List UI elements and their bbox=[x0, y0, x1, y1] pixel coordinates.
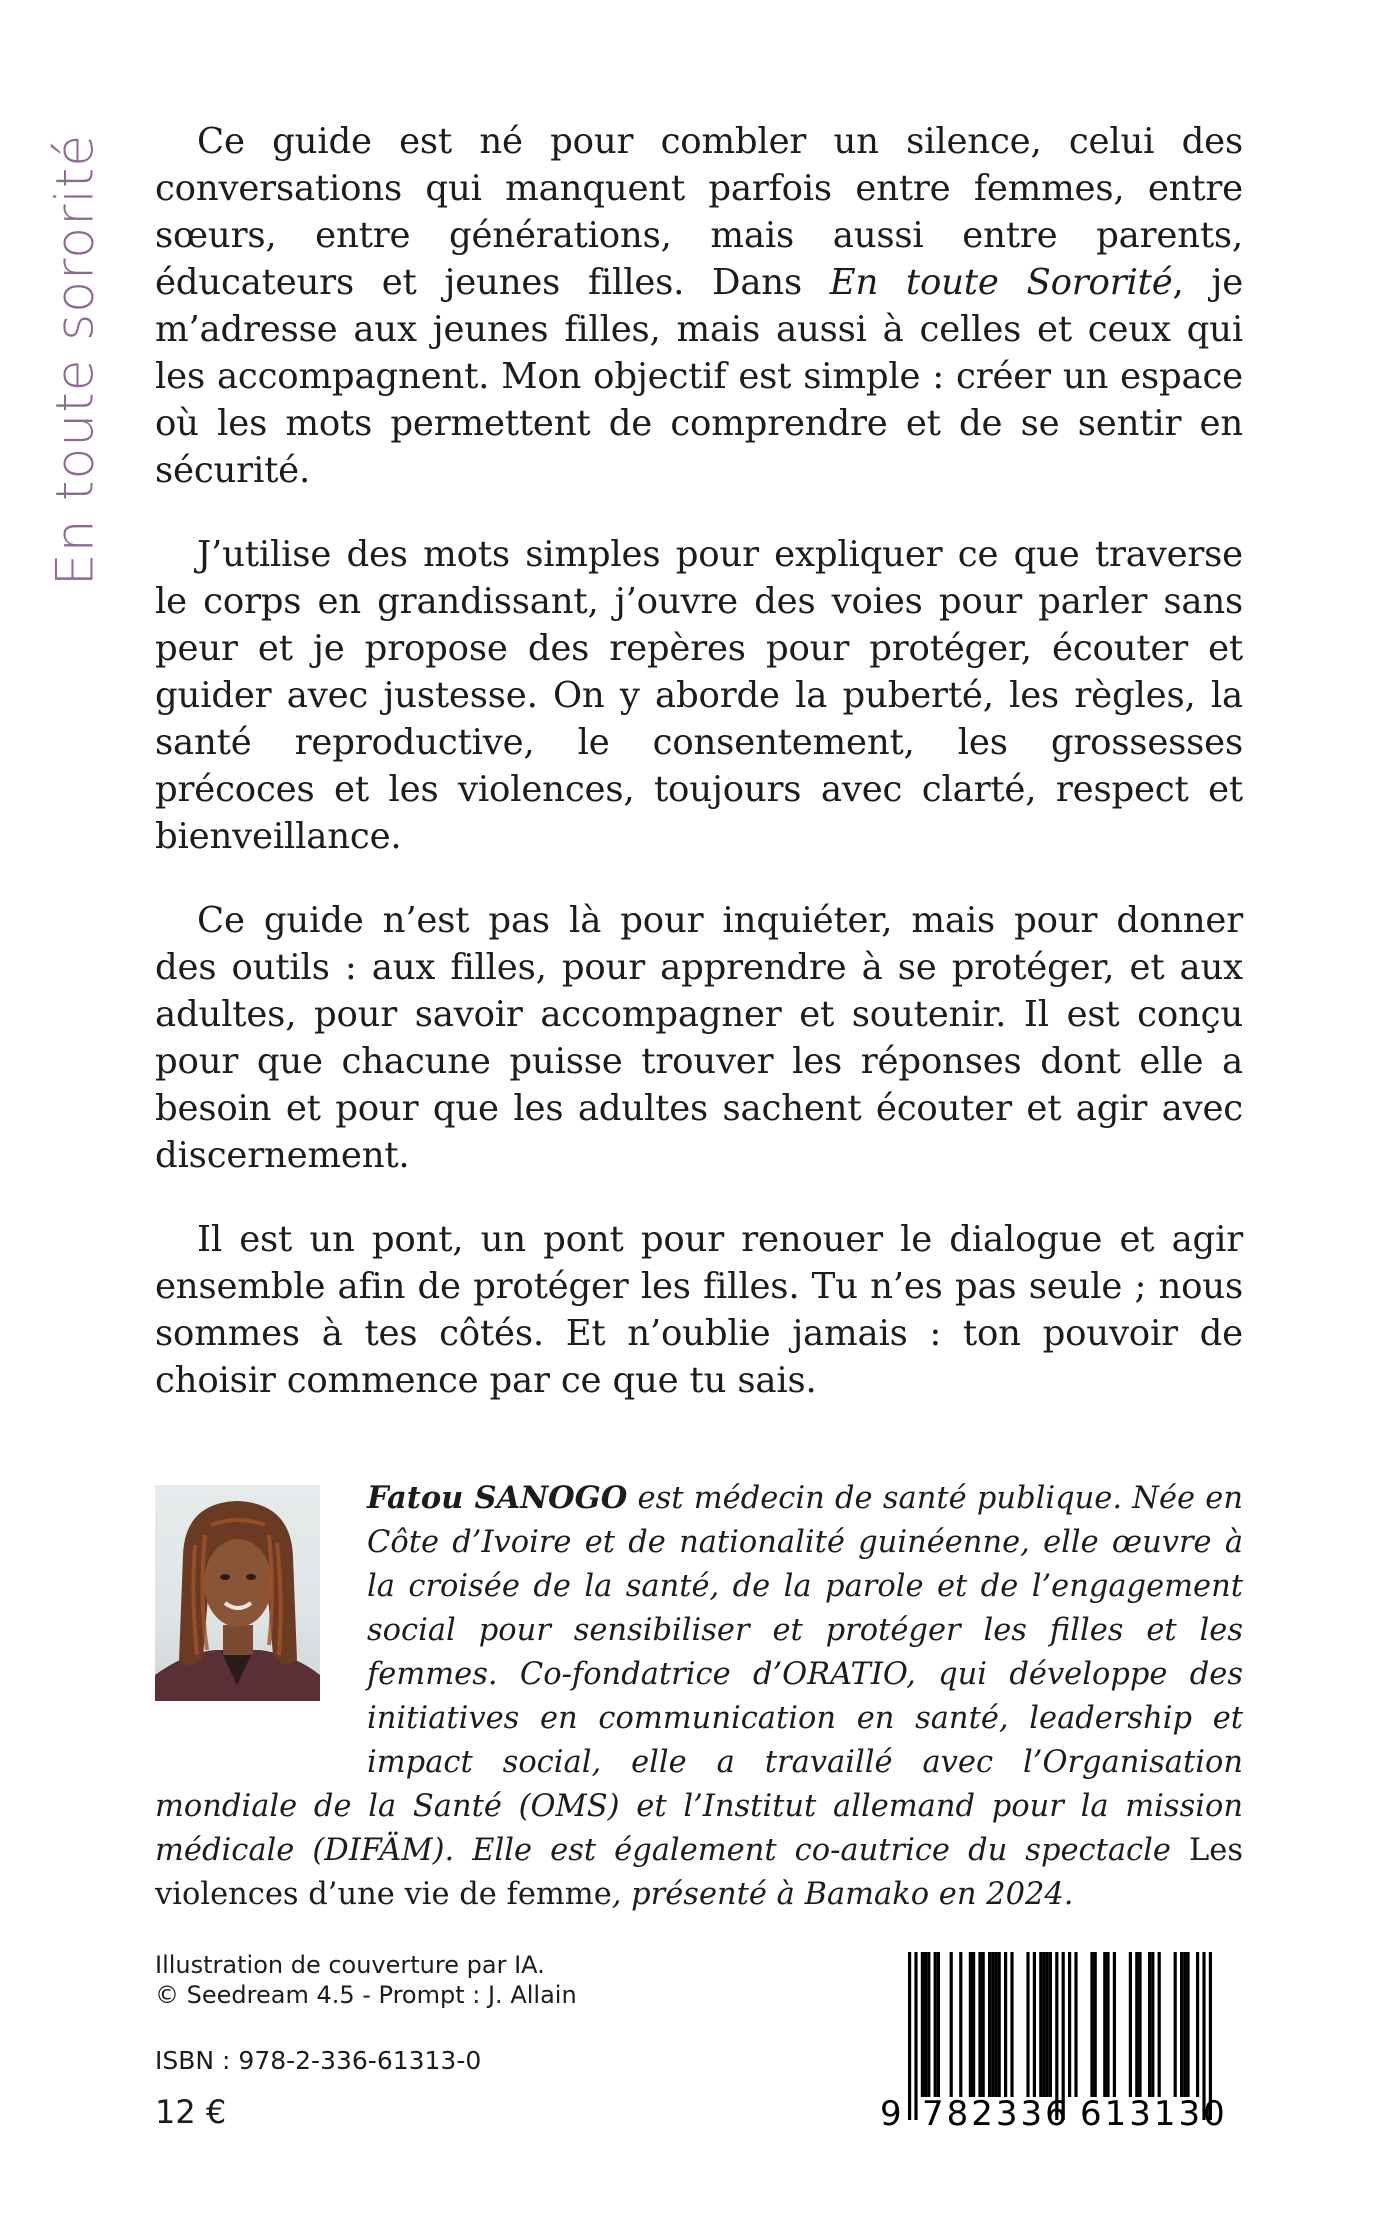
barcode-bar bbox=[1090, 1952, 1093, 2097]
barcode-bar bbox=[1033, 1952, 1036, 2097]
author-bio: Fatou SANOGO est médecin de santé publique. Née en Côte d’Ivoire et de nationalité guinéenne, elle œuvre à la croisée de la santé, de la parole et de l’engagement social pour sensibiliser et protéger les filles et les femmes. Co-fondatrice d’ORATIO, qui développe des initiatives en communication en santé, leadership et impact social, elle a travaillé avec l’Organisation mondiale de la Santé (OMS) et l’Institut allemand pour la mission médicale (DIFÄM). Elle est également co-autrice du spectacle Les violences d’une vie de femme, présenté à Bamako en 2024. bbox=[155, 1480, 1243, 1912]
barcode-bar bbox=[1151, 1952, 1154, 2097]
barcode-bar bbox=[921, 1952, 924, 2097]
barcode-bar bbox=[1135, 1952, 1138, 2097]
barcode-bar bbox=[1196, 1952, 1199, 2097]
barcode-bar bbox=[1049, 1952, 1052, 2097]
barcode-bar bbox=[934, 1952, 937, 2097]
barcode-digits bbox=[880, 2094, 1243, 2134]
barcode-bar bbox=[1026, 1952, 1029, 2097]
barcode-bar bbox=[1004, 1952, 1007, 2097]
barcode-bar bbox=[1042, 1952, 1045, 2097]
isbn: ISBN : 978-2-336-61313-0 bbox=[155, 2046, 482, 2075]
barcode-first-digit: 9 bbox=[880, 2094, 902, 2134]
isbn-barcode bbox=[880, 1952, 1243, 2132]
book-title-inline: En toute Sororité bbox=[829, 262, 1173, 303]
barcode-bar bbox=[1180, 1952, 1183, 2097]
barcode-bar bbox=[969, 1952, 972, 2097]
author-name: Fatou SANOGO bbox=[367, 1480, 628, 1516]
barcode-bar bbox=[982, 1952, 985, 2097]
barcode-right-group: 613130 bbox=[1080, 2094, 1228, 2134]
barcode-bar bbox=[1074, 1952, 1077, 2097]
barcode-bar bbox=[937, 1952, 940, 2097]
barcode-left-group: 782336 bbox=[922, 2094, 1070, 2134]
barcode-bar bbox=[1094, 1952, 1097, 2097]
price: 12 € bbox=[155, 2093, 227, 2131]
barcode-bar bbox=[1174, 1952, 1177, 2097]
barcode-bar bbox=[1186, 1952, 1189, 2097]
spine-title bbox=[40, 120, 110, 600]
barcode-bar bbox=[1183, 1952, 1186, 2097]
barcode-bar bbox=[1158, 1952, 1161, 2097]
blurb-paragraph-1: Ce guide est né pour combler un silence, celui des conversations qui manquent parfois entre femmes, entre sœurs, entre générations, mais aussi entre parents, éducateurs et jeunes filles. Dans En toute Sororité, je m’adresse aux jeunes filles, mais aussi à celles et ceux qui les accompagnent. Mon objectif est simple : créer un espace où les mots permettent de comprendre et de se sentir en sécurité. bbox=[155, 121, 1243, 491]
show-title: Les violences d’une vie de femme bbox=[155, 1833, 1243, 1912]
blurb-paragraph-2: J’utilise des mots simples pour expliquer ce que traverse le corps en grandissant, j’ouvre des voies pour parler sans peur et je propose des repères pour protéger, écouter et guider avec justesse. On y aborde la puberté, les règles, la santé reproductive, le consentement, les grossesses précoces et les violences, toujours avec clarté, respect et bienveillance. bbox=[155, 534, 1243, 857]
back-cover-blurb bbox=[155, 118, 1243, 1441]
barcode-bar bbox=[978, 1952, 981, 2097]
barcode-bar bbox=[950, 1952, 953, 2097]
blurb-paragraph-3: Ce guide n’est pas là pour inquiéter, mais pour donner des outils : aux filles, pour apprendre à se protéger, et aux adultes, pour savoir accompagner et soutenir. Il est conçu pour que chacune puisse trouver les réponses dont elle a besoin et pour que les adultes sachent écouter et agir avec discernement. bbox=[155, 900, 1243, 1176]
barcode-bar bbox=[1113, 1952, 1116, 2097]
barcode-bar bbox=[1010, 1952, 1013, 2097]
barcode-bar bbox=[972, 1952, 975, 2097]
credits-line-1: Illustration de couverture par IA. bbox=[155, 1951, 545, 1979]
barcode-bar bbox=[1046, 1952, 1049, 2097]
barcode-bar bbox=[1106, 1952, 1109, 2097]
barcode-bar bbox=[1039, 1952, 1042, 2097]
barcode-bar bbox=[1138, 1952, 1141, 2097]
barcode-bar bbox=[1129, 1952, 1132, 2097]
barcode-bar bbox=[927, 1952, 930, 2097]
barcode-bar bbox=[991, 1952, 994, 2097]
barcode-bar bbox=[1103, 1952, 1106, 2097]
credits-line-2: © Seedream 4.5 - Prompt : J. Allain bbox=[155, 1981, 577, 2009]
barcode-bar bbox=[994, 1952, 997, 2097]
author-photo bbox=[155, 1485, 320, 1701]
cover-credits bbox=[155, 1950, 577, 2010]
barcode-bar bbox=[988, 1952, 991, 2097]
barcode-bar bbox=[1148, 1952, 1151, 2097]
barcode-bar bbox=[959, 1952, 962, 2097]
barcode-bar bbox=[924, 1952, 927, 2097]
barcode-bar bbox=[998, 1952, 1001, 2097]
spine-title-text: En toute sororité bbox=[45, 133, 106, 587]
blurb-paragraph-4: Il est un pont, un pont pour renouer le dialogue et agir ensemble afin de protéger les filles. Tu n’es pas seule ; nous sommes à tes côtés. Et n’oublie jamais : ton pouvoir de choisir commence par ce que tu sais. bbox=[155, 1219, 1243, 1401]
barcode-bar bbox=[1068, 1952, 1071, 2097]
